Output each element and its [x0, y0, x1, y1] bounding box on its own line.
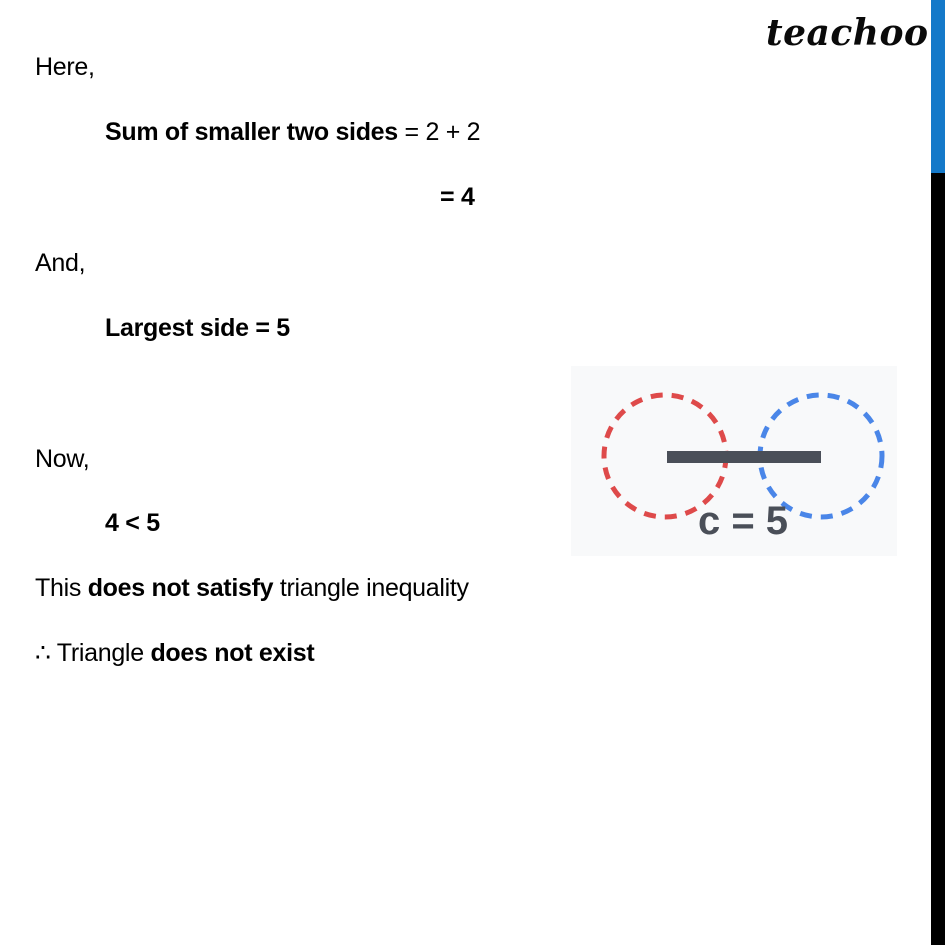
- sum-result: = 4: [440, 183, 475, 211]
- teachoo-logo: teachoo: [766, 12, 929, 54]
- sum-label: Sum of smaller two sides: [105, 118, 398, 146]
- text-largest-side: [105, 313, 290, 343]
- sum-expression: = 2 + 2: [397, 118, 481, 146]
- text-now: Now,: [35, 445, 90, 473]
- diagram-svg: [571, 366, 897, 556]
- side-stripe-blue: [931, 0, 945, 173]
- comparison: 4 < 5: [105, 509, 160, 537]
- text-and: And,: [35, 249, 86, 277]
- side-stripe-black: [931, 173, 945, 945]
- text-conclusion: ∴ Triangle does not exist: [35, 639, 315, 667]
- triangle-inequality-diagram: [571, 366, 897, 556]
- conclusion: does not exist: [150, 639, 315, 667]
- text-sum-result: [440, 182, 475, 212]
- not-satisfy: does not satisfy: [87, 574, 274, 602]
- text-not-satisfy: This does not satisfy triangle inequality: [35, 574, 469, 602]
- largest-side: Largest side = 5: [105, 314, 290, 342]
- segment-c: [667, 451, 821, 463]
- text-comparison: [105, 508, 160, 538]
- text-sum-of-smaller-sides: [105, 117, 480, 147]
- text-here: Here,: [35, 53, 95, 81]
- segment-label: c = 5: [697, 499, 789, 543]
